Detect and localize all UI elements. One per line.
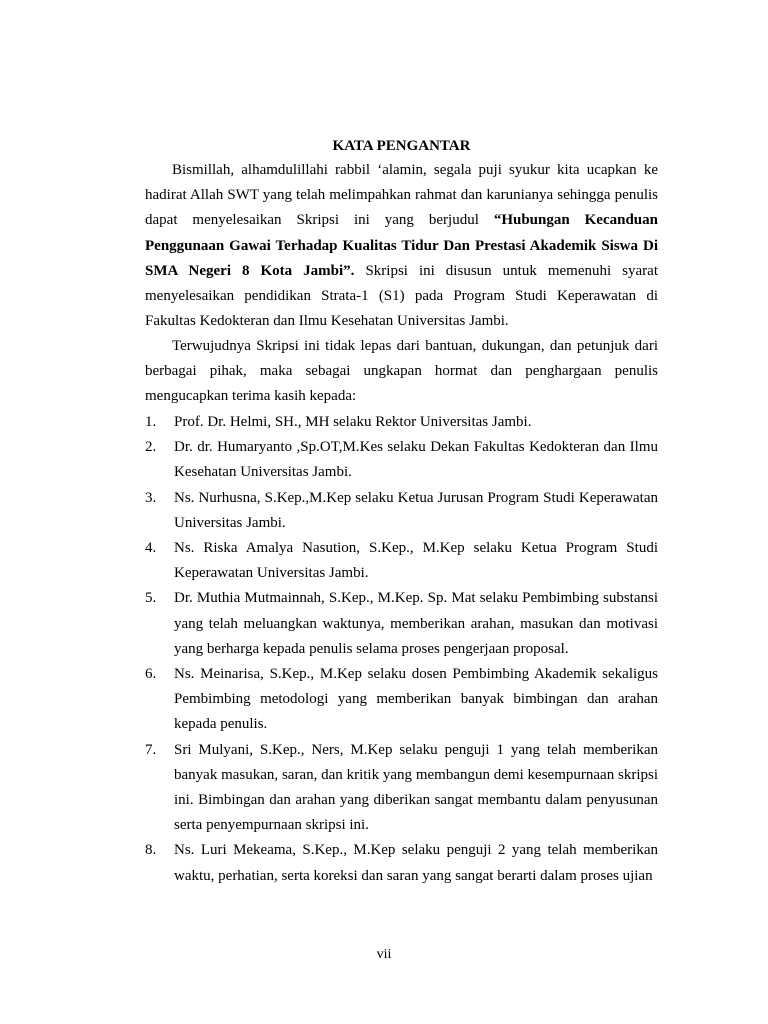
list-item-number: 8. — [145, 842, 157, 859]
list-item — [145, 838, 658, 888]
list-item-text: Dr. Muthia Mutmainnah, S.Kep., M.Kep. Sp. Mat selaku Pembimbing substansi yang telah meluangkan waktunya, memberikan arahan, masukan dan motivasi yang berharga kepada penulis selama proses pengerjaan proposal. — [174, 590, 658, 657]
list-item-number: 4. — [145, 540, 157, 557]
list-item-text: Prof. Dr. Helmi, SH., MH selaku Rektor Universitas Jambi. — [174, 414, 532, 430]
paragraph-thanks: Terwujudnya Skripsi ini tidak lepas dari bantuan, dukungan, dan petunjuk dari berbagai pihak, maka sebagai ungkapan hormat dan penghargaan penulis mengucapkan terima kasih kepada: — [145, 338, 658, 405]
list-item-text: Ns. Luri Mekeama, S.Kep., M.Kep selaku penguji 2 yang telah memberikan waktu, perhatian, serta koreksi dan saran yang sangat berarti dalam proses ujian — [174, 842, 658, 884]
list-item — [145, 435, 658, 485]
acknowledgement-list — [145, 410, 658, 889]
page-title: KATA PENGANTAR — [332, 138, 471, 154]
list-item-number: 5. — [145, 590, 157, 607]
paragraph-intro-text: Bismillah, alhamdulillahi rabbil ‘alamin, segala puji syukur kita ucapkan ke hadirat Allah SWT yang telah melimpahkan rahmat dan karunianya sehingga penulis dapat menyelesaikan Skripsi ini yang berjudul — [145, 162, 658, 229]
list-item-text: Sri Mulyani, S.Kep., Ners, M.Kep selaku penguji 1 yang telah memberikan banyak masukan, saran, dan kritik yang membangun demi kesempurnaan skripsi ini. Bimbingan dan arahan yang diberikan sangat membantu dalam penyusunan serta penyempurnaan skripsi ini. — [174, 741, 658, 834]
list-item-number: 2. — [145, 439, 157, 456]
list-item — [145, 536, 658, 586]
list-item — [145, 662, 658, 738]
list-item — [145, 586, 658, 662]
list-item-number: 1. — [145, 414, 157, 430]
list-item-text: Dr. dr. Humaryanto ,Sp.OT,M.Kes selaku Dekan Fakultas Kedokteran dan Ilmu Kesehatan Universitas Jambi. — [174, 439, 658, 481]
list-item-number: 7. — [145, 741, 157, 758]
paragraph-intro-text-end: Skripsi ini disusun untuk memenuhi syarat menyelesaikan pendidikan Strata-1 (S1) pada Program Studi Keperawatan di Fakultas Kedokteran dan Ilmu Kesehatan Universitas Jambi. — [145, 262, 658, 330]
list-item-number: 6. — [145, 666, 157, 683]
list-item — [145, 738, 658, 839]
list-item-text: Ns. Riska Amalya Nasution, S.Kep., M.Kep selaku Ketua Program Studi Keperawatan Universitas Jambi. — [174, 540, 658, 582]
list-item — [145, 486, 658, 536]
page-number: vii — [376, 947, 392, 962]
list-item-text: Ns. Nurhusna, S.Kep.,M.Kep selaku Ketua Jurusan Program Studi Keperawatan Universitas Jambi. — [174, 489, 658, 531]
paragraph-intro — [145, 158, 658, 334]
list-item-number: 3. — [145, 489, 157, 506]
list-item-text: Ns. Meinarisa, S.Kep., M.Kep selaku dosen Pembimbing Akademik sekaligus Pembimbing metodologi yang memberikan banyak bimbingan dan arahan kepada penulis. — [174, 666, 658, 733]
list-item — [145, 410, 658, 435]
thesis-title: “Hubungan Kecanduan Penggunaan Gawai Terhadap Kualitas Tidur Dan Prestasi Akademik Siswa Di SMA Negeri 8 Kota Jambi”. — [145, 212, 658, 279]
